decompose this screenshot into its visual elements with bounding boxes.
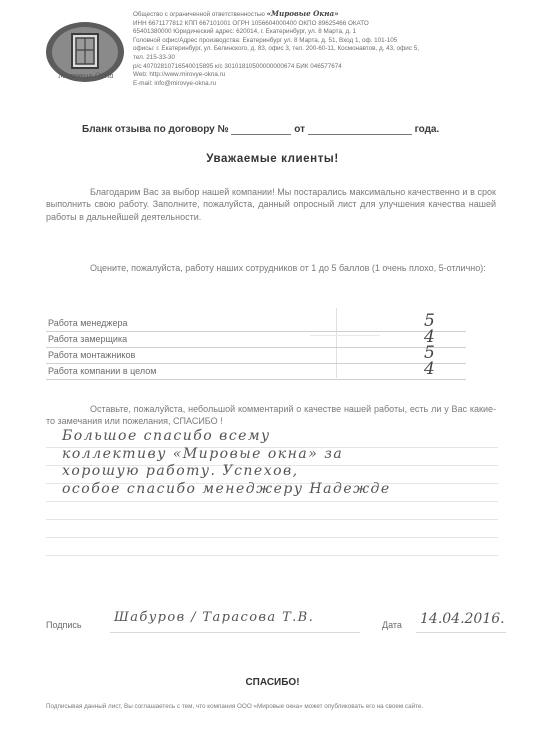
rating-score[interactable]: 5	[424, 343, 435, 363]
form-title	[82, 124, 482, 135]
rating-label: Работа замерщика	[48, 334, 128, 344]
rating-label: Работа менеджера	[48, 318, 128, 328]
comment-line: коллективу «Мировые окна» за	[62, 445, 344, 462]
rating-row-company	[46, 359, 466, 380]
company-logo-icon	[44, 18, 126, 100]
rating-row-installers	[46, 343, 466, 364]
comment-line: особое спасибо менеджеру Надежде	[62, 480, 391, 497]
contract-date-field[interactable]	[308, 124, 412, 135]
company-legal-form: Общество с ограниченной ответственностью	[133, 11, 265, 18]
company-name: «Мировые Окна»	[266, 10, 339, 18]
date-line	[416, 632, 506, 633]
rating-score[interactable]: 4	[424, 327, 435, 347]
rating-label: Работа монтажников	[48, 350, 136, 360]
ratings-table	[46, 311, 466, 380]
signature-line	[110, 632, 360, 633]
form-title-from: от	[294, 124, 305, 135]
form-title-text: Бланк отзыва по договору №	[82, 124, 229, 135]
greeting-heading: Уважаемые клиенты!	[206, 153, 339, 165]
company-email: E-mail: info@mirovye-okna.ru	[133, 79, 217, 87]
comment-guide-line	[46, 537, 498, 538]
comment-guide-line	[46, 501, 498, 502]
thanks-heading: СПАСИБО!	[245, 677, 300, 688]
comment-field[interactable]	[62, 428, 492, 498]
rating-score[interactable]: 5	[424, 311, 435, 331]
comment-guide-line	[46, 555, 498, 556]
comment-line: Большое спасибо всему	[62, 428, 271, 444]
company-details	[133, 10, 523, 88]
date-field[interactable]: 14.04.2016.	[420, 611, 505, 627]
logo-caption: Мировые Окна	[58, 72, 114, 80]
signature-label: Подпись	[46, 620, 82, 630]
contract-number-field[interactable]	[231, 124, 291, 135]
comment-instructions: Оставьте, пожалуйста, небольшой комментарий о качестве нашей работы, есть ли у Вас какие-то замечания или пожелания, СПАСИБО !	[46, 404, 496, 427]
signature-field[interactable]: Шабуров / Тарасова Т.В.	[114, 610, 315, 625]
rating-score[interactable]: 4	[424, 359, 435, 379]
rating-row-surveyor	[46, 327, 466, 348]
company-detail-line: офисы: г. Екатеринбург, ул. Белинского, д. 83, офис 3, тел. 200-60-11, Космонавтов, д. 43, офис 5,	[133, 45, 419, 53]
comment-guide-line	[46, 519, 498, 520]
rating-label: Работа компании в целом	[48, 366, 157, 376]
publication-consent-note: Подписывая данный лист, Вы соглашаетесь с тем, что компания ООО «Мировые окна» может опубликовать его на своем сайте.	[46, 703, 424, 710]
company-detail-line: 65401380000 Юридический адрес: 620014, г. Екатеринбург, ул. 8 Марта, д. 1	[133, 28, 357, 36]
intro-paragraph: Благодарим Вас за выбор нашей компании! Мы постарались максимально качественно и в срок выполнить свою работу. Заполните, пожалуйста, данный опросный лист для улучшения качества нашей работы в дальнейшей деятельности.	[46, 187, 496, 222]
company-detail-line: Головной офис/Адрес производства: Екатеринбург ул. 8 Марта, д. 51, Вход 1, оф. 101-105	[133, 36, 398, 44]
company-detail-line: р/с 40702810716540015895 к/с 30101810500000000674 БИК 046577674	[133, 62, 342, 70]
date-label: Дата	[382, 620, 402, 630]
rating-instructions: Оцените, пожалуйста, работу наших сотрудников от 1 до 5 баллов (1 очень плохо, 5-отлично):	[90, 263, 486, 273]
rating-row-manager	[46, 311, 466, 332]
company-detail-line: тел. 215-33-30	[133, 53, 175, 61]
comment-line: хорошую работу. Успехов,	[62, 463, 299, 479]
company-detail-line: ИНН 6671177812 КПП 667101001 ОГРН 1056604000400 ОКПО 89625466 ОКАТО	[133, 19, 369, 27]
form-title-year: года.	[414, 124, 440, 135]
company-name-line	[133, 10, 523, 20]
company-website: Web: http://www.mirovye-okna.ru	[133, 71, 226, 79]
